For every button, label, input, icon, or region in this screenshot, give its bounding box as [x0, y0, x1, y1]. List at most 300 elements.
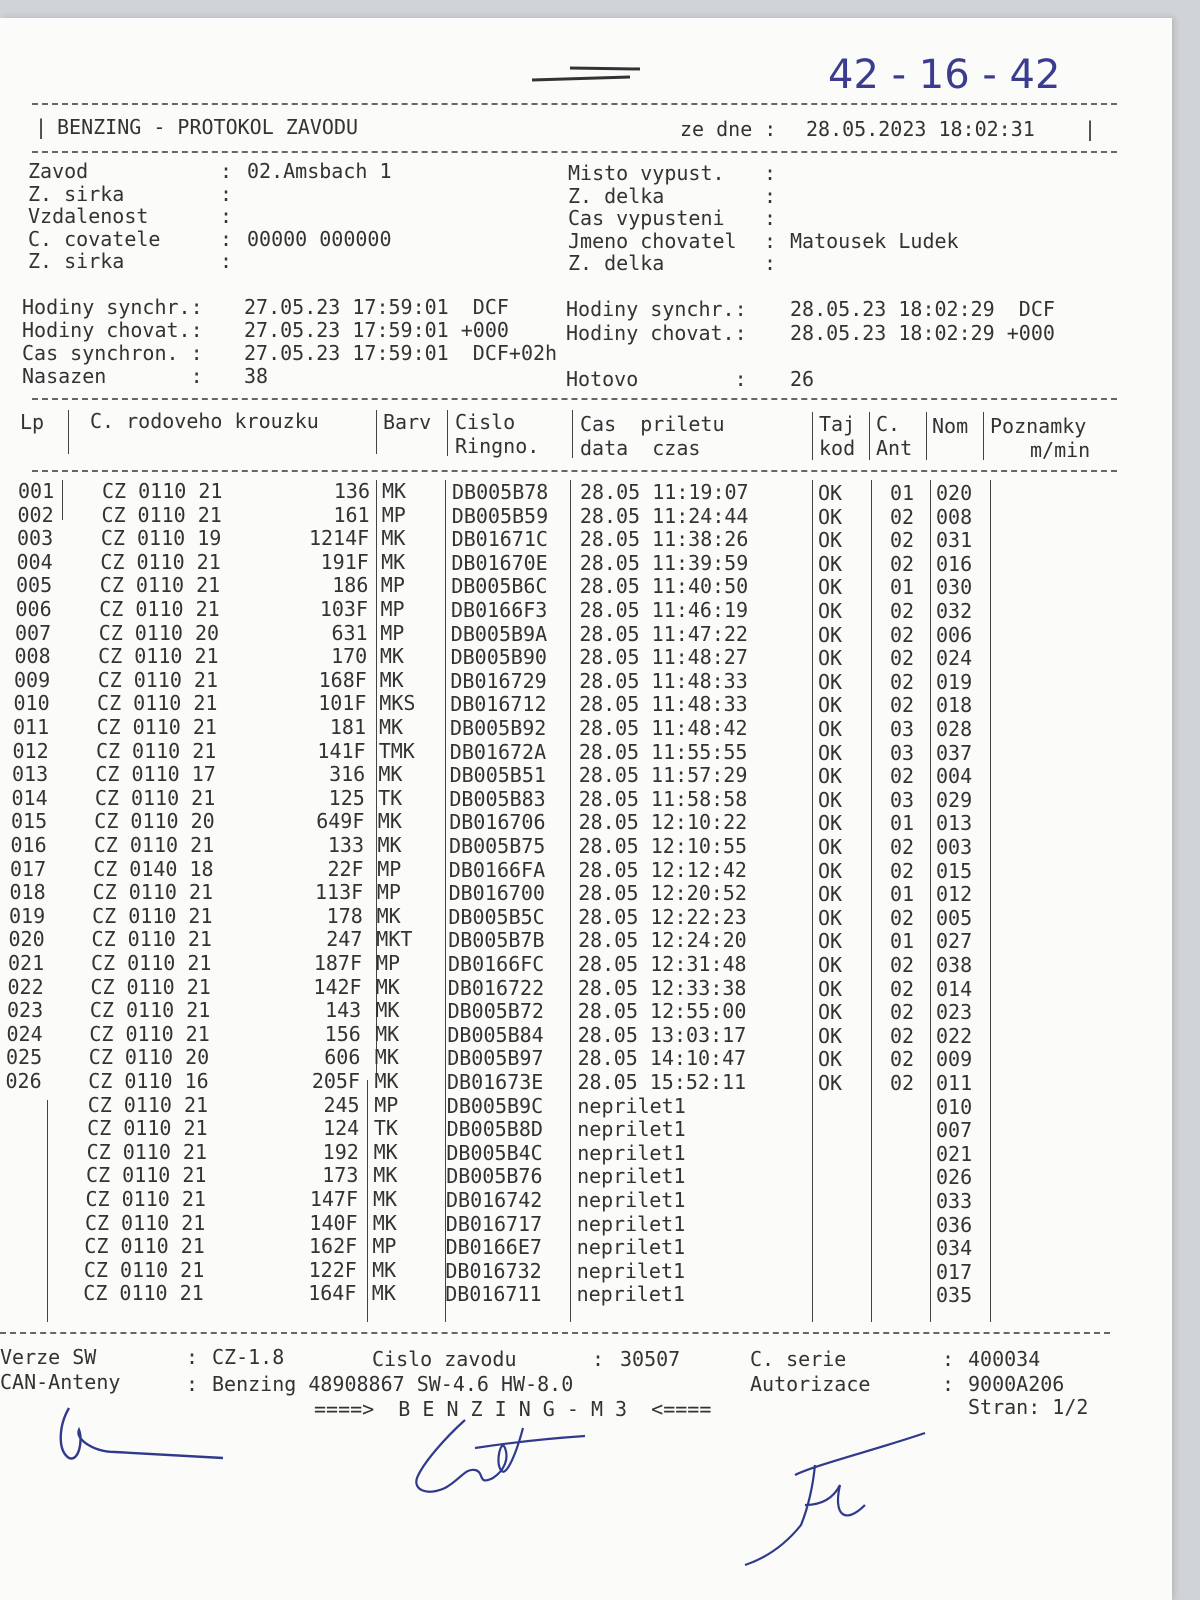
cell-barv: MP [376, 880, 401, 905]
cell-nom: 022 [936, 1023, 973, 1048]
cell-ring-number: 156 [324, 1021, 361, 1046]
cell-ring-number: 147F [309, 1187, 358, 1211]
cell-cislo: DB016711 [445, 1282, 542, 1307]
cell-ant: 02 [890, 1000, 915, 1025]
clock-value: 26 [790, 367, 815, 391]
cell-ring-number: 606 [324, 1045, 361, 1070]
cell-lp: 013 [12, 762, 49, 787]
info-value: 02.Amsbach 1 [247, 159, 392, 183]
cell-barv: MP [376, 951, 401, 975]
cell-ant: 02 [890, 1023, 915, 1048]
cell-ring-number: 140F [309, 1210, 358, 1235]
cell-ring-number: 22F [327, 856, 364, 881]
cell-lp: 015 [11, 809, 48, 834]
cell-nom: 004 [936, 764, 973, 789]
cell-lp: 014 [11, 785, 48, 810]
cell-nom: 015 [936, 858, 973, 883]
footer-auth-value: 9000A206 [968, 1372, 1065, 1396]
cell-cislo: DB005B84 [447, 1022, 544, 1047]
column-rule [62, 480, 63, 520]
cell-ant: 02 [890, 1047, 915, 1072]
cell-nom: 008 [936, 504, 973, 529]
cell-barv: MK [376, 903, 401, 928]
clock-label: Hodiny chovat.: [566, 321, 747, 345]
cell-cas: neprilet1 [576, 1282, 685, 1307]
col-cislo: Cislo [455, 410, 516, 434]
info-label: Z. delka [568, 183, 665, 208]
cell-lp: 017 [10, 856, 47, 881]
cell-lp: 024 [6, 1021, 43, 1046]
cell-barv: MK [375, 974, 400, 999]
cell-barv: MP [377, 856, 402, 881]
cell-taj: OK [818, 976, 843, 1001]
cell-barv: MK [372, 1210, 397, 1235]
cell-cas: 28.05 11:46:19 [579, 598, 749, 622]
cell-cas: neprilet1 [577, 1140, 686, 1165]
cell-lp: 003 [17, 526, 54, 551]
cell-cislo: DB005B83 [449, 786, 546, 811]
cell-cislo: DB016742 [446, 1188, 543, 1212]
cell-cislo: DB005B97 [447, 1046, 544, 1071]
cell-ring-number: 164F [308, 1281, 357, 1306]
cell-cislo: DB005B51 [449, 763, 546, 788]
cell-cislo: DB005B92 [450, 716, 547, 740]
cell-ring: CZ 0110 20 [88, 1045, 210, 1070]
info-label: Z. sirka [28, 181, 125, 206]
cell-ring: CZ 0110 21 [99, 573, 221, 598]
cell-cislo: DB005B76 [446, 1164, 543, 1189]
info-label: Misto vypust. [568, 161, 725, 185]
cell-ring-number: 162F [309, 1234, 358, 1259]
cell-ring-number: 168F [318, 667, 367, 692]
col-data-czas: data czas [580, 436, 701, 460]
cell-taj: OK [818, 646, 843, 671]
cell-ring: CZ 0110 21 [91, 927, 212, 952]
cell-ring: CZ 0110 21 [97, 667, 219, 692]
cell-lp: 025 [6, 1045, 43, 1070]
cell-ring: CZ 0110 21 [97, 691, 218, 716]
cell-taj: OK [818, 882, 843, 907]
cell-ant: 02 [890, 551, 915, 576]
cell-cas: 28.05 11:57:29 [578, 763, 748, 788]
column-rule [68, 410, 69, 454]
cell-cislo: DB016700 [448, 881, 545, 906]
cell-ring: CZ 0140 18 [93, 856, 214, 881]
footer-can-label: CAN-Anteny [0, 1370, 121, 1394]
cell-ring-number: 247 [326, 927, 363, 952]
cell-ant: 02 [890, 599, 915, 623]
cell-nom: 019 [936, 669, 973, 694]
cell-lp: 008 [14, 644, 51, 669]
cell-nom: 005 [936, 905, 973, 930]
cell-ring-number: 173 [322, 1163, 359, 1188]
footer-serie-label: C. serie [750, 1347, 847, 1371]
cell-cislo: DB016729 [450, 668, 547, 693]
cell-cislo: DB005B78 [452, 480, 549, 504]
cell-nom: 023 [936, 1000, 973, 1025]
col-kod: kod [819, 436, 856, 460]
cell-ant: 02 [890, 764, 915, 789]
cell-taj: OK [818, 1023, 843, 1048]
cell-taj: OK [818, 1000, 843, 1025]
clock-label: Hodiny chovat.: [22, 318, 203, 342]
cell-ring: CZ 0110 21 [101, 502, 222, 527]
footer-can-value: Benzing 48908867 SW-4.6 HW-8.0 [212, 1372, 574, 1396]
col-lp: Lp [20, 410, 45, 434]
cell-cislo: DB016706 [449, 810, 546, 835]
cell-taj: OK [818, 953, 843, 977]
info-label: Jmeno chovatel [568, 228, 737, 253]
cell-barv: MK [371, 1281, 396, 1306]
cell-ring: CZ 0110 20 [98, 620, 220, 645]
footer-verze-value: CZ-1.8 [212, 1345, 285, 1369]
column-rule [570, 480, 571, 1322]
cell-cas: 28.05 12:20:52 [578, 881, 747, 906]
cell-ring-number: 245 [323, 1092, 360, 1117]
cell-ant: 02 [890, 669, 915, 694]
cell-ring-number: 316 [329, 762, 366, 787]
cell-lp: 002 [17, 502, 54, 527]
cell-ant: 02 [890, 622, 915, 647]
cell-cas: 28.05 11:55:55 [578, 739, 748, 764]
cell-nom: 027 [936, 929, 973, 954]
cell-cislo: DB005B8D [446, 1117, 543, 1142]
cell-cislo: DB0166F3 [451, 598, 548, 622]
footer-colon: : [942, 1347, 955, 1371]
cell-barv: MP [380, 573, 405, 598]
cell-ring: CZ 0110 21 [89, 998, 211, 1023]
cell-nom: 011 [936, 1071, 973, 1095]
clock-label: Hotovo : [566, 367, 747, 391]
cell-ant: 02 [890, 953, 915, 977]
cell-lp: 020 [8, 927, 45, 952]
cell-ring-number: 205F [311, 1069, 360, 1093]
cell-ring: CZ 0110 21 [84, 1210, 206, 1235]
cell-taj: OK [818, 1047, 843, 1072]
cell-nom: 003 [936, 835, 973, 859]
column-rule [447, 410, 448, 456]
separator [32, 103, 1117, 105]
cell-ring: CZ 0110 21 [93, 833, 215, 857]
cell-lp: 026 [5, 1069, 42, 1093]
cell-cislo: DB016722 [447, 975, 545, 1000]
cell-ring-number: 631 [331, 620, 368, 645]
cell-taj: OK [818, 905, 843, 930]
cell-cas: neprilet1 [577, 1164, 686, 1189]
cell-ring-number: 1214F [308, 526, 370, 551]
cell-nom: 012 [936, 882, 973, 907]
cell-taj: OK [818, 551, 843, 576]
info-value: Matousek Ludek [790, 228, 959, 253]
cell-barv: MK [377, 833, 402, 857]
cell-cislo: DB01672A [449, 739, 547, 764]
signature-2 [405, 1408, 595, 1508]
cell-nom: 036 [936, 1212, 973, 1237]
cell-lp: 023 [7, 998, 44, 1023]
cell-cislo: DB016732 [445, 1258, 542, 1283]
cell-cas: neprilet1 [576, 1258, 686, 1283]
info-label: Z. sirka [28, 249, 125, 273]
cell-ant: 02 [890, 528, 915, 553]
cell-cas: 28.05 11:48:42 [579, 716, 748, 740]
column-rule [930, 480, 931, 1322]
cell-cislo: DB005B4C [446, 1140, 543, 1165]
cell-barv: TMK [378, 738, 415, 763]
cell-ring: CZ 0110 21 [83, 1257, 205, 1282]
column-rule [926, 412, 927, 460]
cell-taj: OK [818, 858, 843, 883]
cell-barv: MKS [379, 691, 416, 716]
cell-taj: OK [818, 717, 843, 741]
cell-cas: 28.05 11:40:50 [579, 574, 749, 599]
cell-cas: 28.05 11:48:33 [579, 692, 748, 717]
col-ringno: Ringno. [455, 434, 540, 458]
cell-barv: MK [374, 1069, 399, 1093]
cell-lp: 010 [13, 691, 50, 716]
cell-ant: 03 [890, 740, 915, 765]
cell-ring-number: 124 [323, 1116, 360, 1141]
column-rule [47, 1100, 48, 1322]
cell-lp: 011 [13, 715, 50, 739]
cell-barv: MK [379, 715, 404, 739]
cell-cas: neprilet1 [577, 1117, 686, 1142]
cell-nom: 018 [936, 693, 973, 718]
cell-lp: 016 [10, 833, 47, 857]
footer-verze-label: Verze SW [0, 1345, 97, 1369]
cell-nom: 013 [936, 811, 973, 836]
cell-lp: 019 [9, 903, 46, 928]
signature-1 [55, 1400, 235, 1470]
clock-label: Nasazen : [22, 364, 203, 388]
cell-barv: MK [378, 762, 403, 787]
handwritten-note: 42 - 16 - 42 [828, 52, 1061, 98]
cell-ring-number: 192 [322, 1139, 359, 1164]
cell-cas: 28.05 11:58:58 [578, 786, 748, 811]
cell-cislo: DB005B7B [448, 928, 545, 953]
footer-cislo-value: 30507 [620, 1347, 681, 1371]
cell-ring: CZ 0110 21 [83, 1281, 204, 1306]
column-rule [572, 410, 573, 458]
cell-cas: 28.05 11:24:44 [579, 503, 749, 528]
cell-lp: 006 [15, 597, 52, 621]
column-rule [812, 412, 813, 460]
clock-value: 27.05.23 17:59:01 DCF+02h [244, 341, 558, 365]
cell-barv: MK [373, 1139, 398, 1164]
cell-cislo: DB005B5C [448, 904, 545, 929]
cell-taj: OK [818, 599, 843, 623]
cell-nom: 021 [936, 1141, 973, 1166]
cell-cas: 28.05 12:10:22 [578, 810, 748, 835]
cell-barv: TK [373, 1116, 398, 1141]
header-bar-right: | [1084, 117, 1097, 141]
cell-ring: CZ 0110 21 [91, 951, 212, 975]
info-colon: : [764, 161, 777, 185]
clock-value: 38 [244, 364, 269, 388]
cell-nom: 031 [936, 528, 973, 553]
cell-taj: OK [818, 693, 843, 718]
cell-lp: 021 [8, 951, 45, 975]
col-barv: Barv [383, 410, 432, 434]
cell-ring: CZ 0110 21 [89, 1021, 210, 1046]
info-colon: : [220, 249, 233, 273]
cell-ant: 01 [890, 811, 915, 836]
cell-ring: CZ 0110 21 [86, 1163, 207, 1188]
cell-ring: CZ 0110 21 [94, 785, 216, 810]
cell-nom: 030 [936, 575, 973, 600]
cell-cas: 28.05 12:12:42 [578, 857, 747, 882]
cell-ring-number: 143 [325, 998, 362, 1023]
cell-nom: 038 [936, 953, 973, 977]
cell-nom: 026 [936, 1165, 973, 1190]
separator [32, 151, 1117, 153]
separator [32, 470, 1117, 472]
info-label: Zavod [28, 159, 89, 183]
cell-ant: 01 [890, 481, 915, 505]
cell-ring: CZ 0110 21 [95, 738, 217, 763]
cell-ring-number: 125 [328, 785, 365, 810]
cell-cislo: DB0166FC [448, 952, 545, 976]
cell-ant: 01 [890, 575, 915, 600]
column-rule [983, 412, 984, 460]
cell-cas: 28.05 13:03:17 [577, 1022, 747, 1047]
cell-ant: 03 [890, 787, 915, 812]
cell-taj: OK [818, 575, 843, 600]
cell-nom: 037 [936, 740, 973, 765]
cell-ring: CZ 0110 21 [102, 479, 223, 503]
cell-ring: CZ 0110 21 [92, 880, 214, 905]
cell-ant: 03 [890, 717, 915, 741]
column-rule [376, 410, 377, 454]
cell-cas: 28.05 11:48:27 [579, 645, 748, 670]
cell-cislo: DB016717 [445, 1211, 543, 1236]
cell-cas: 28.05 12:33:38 [577, 975, 747, 1000]
separator [0, 1332, 1110, 1334]
printed-mark [530, 62, 650, 86]
cell-nom: 016 [936, 551, 973, 576]
date-value: 28.05.2023 18:02:31 [806, 117, 1035, 141]
cell-ring: CZ 0110 21 [92, 903, 213, 928]
clock-label: Hodiny synchr.: [566, 297, 747, 321]
cell-cas: neprilet1 [576, 1235, 686, 1260]
cell-barv: MP [374, 1092, 399, 1117]
footer-colon: : [592, 1347, 605, 1371]
cell-ant: 02 [890, 1071, 915, 1095]
cell-ring: CZ 0110 16 [88, 1069, 209, 1093]
cell-cislo: DB005B6C [451, 574, 548, 599]
info-colon: : [764, 228, 777, 253]
cell-taj: OK [818, 622, 843, 647]
cell-cas: 28.05 11:39:59 [579, 550, 749, 575]
cell-ring-number: 101F [318, 691, 367, 716]
cell-barv: MK [373, 1163, 398, 1188]
clock-value: 27.05.23 17:59:01 DCF [244, 295, 509, 319]
cell-ring: CZ 0110 21 [85, 1187, 206, 1211]
cell-barv: MK [379, 644, 404, 669]
info-colon: : [764, 183, 777, 208]
cell-ring-number: 136 [333, 479, 370, 503]
cell-barv: MP [372, 1234, 397, 1259]
cell-ring-number: 170 [331, 644, 368, 669]
page-title: BENZING - PROTOKOL ZAVODU [57, 115, 359, 139]
col-poznamky: Poznamky [990, 414, 1087, 438]
cell-taj: OK [818, 481, 843, 505]
cell-nom: 024 [936, 646, 973, 671]
info-colon: : [220, 181, 233, 206]
cell-ring: CZ 0110 21 [100, 549, 221, 574]
cell-nom: 006 [936, 622, 973, 647]
cell-taj: OK [818, 764, 843, 789]
cell-ant: 02 [890, 858, 915, 883]
cell-taj: OK [818, 835, 843, 859]
cell-barv: MK [373, 1187, 398, 1211]
cell-nom: 029 [936, 787, 973, 812]
cell-cas: 28.05 12:24:20 [578, 928, 747, 953]
cell-cislo: DB0166FA [448, 857, 546, 882]
cell-cislo: DB016712 [450, 692, 547, 717]
info-label: Vzdalenost [28, 204, 149, 228]
footer-colon: : [186, 1345, 199, 1369]
cell-cislo: DB005B75 [449, 834, 546, 858]
cell-ring: CZ 0110 21 [84, 1234, 205, 1259]
cell-nom: 014 [936, 976, 973, 1001]
cell-cas: neprilet1 [577, 1093, 686, 1118]
cell-lp: 009 [14, 667, 51, 692]
cell-ant: 02 [890, 504, 915, 529]
cell-barv: MK [381, 526, 406, 551]
cell-taj: OK [818, 528, 843, 553]
cell-ant: 02 [890, 976, 915, 1001]
cell-cas: 28.05 11:38:26 [579, 527, 749, 552]
cell-taj: OK [818, 929, 843, 954]
cell-taj: OK [818, 787, 843, 812]
clock-value: 28.05.23 18:02:29 DCF [790, 297, 1055, 321]
cell-cislo: DB01670E [451, 550, 548, 575]
cell-ring-number: 122F [308, 1257, 357, 1282]
col-c: C. [876, 412, 901, 436]
info-colon: : [220, 159, 233, 183]
cell-nom: 007 [936, 1118, 973, 1143]
cell-ring: CZ 0110 21 [99, 597, 220, 621]
cell-taj: OK [818, 669, 843, 694]
cell-ant: 02 [890, 905, 915, 930]
footer-banner: ====> B E N Z I N G - M 3 <==== [314, 1397, 712, 1421]
cell-ant: 02 [890, 693, 915, 718]
col-m-min: m/min [1030, 438, 1091, 462]
cell-barv: MP [380, 620, 405, 645]
clock-label: Cas synchron. : [22, 341, 203, 365]
signature-3 [715, 1425, 945, 1575]
cell-barv: TK [378, 785, 403, 810]
clock-label: Hodiny synchr.: [22, 295, 203, 319]
footer-page: Stran: 1/2 [968, 1395, 1089, 1419]
cell-lp: 018 [9, 880, 46, 905]
cell-lp: 001 [18, 479, 55, 503]
cell-nom: 033 [936, 1189, 973, 1213]
cell-ring: CZ 0110 21 [90, 974, 211, 999]
cell-ring-number: 649F [316, 809, 365, 834]
cell-ring-number: 142F [313, 974, 362, 999]
cell-nom: 020 [936, 481, 973, 505]
column-rule [367, 1080, 368, 1322]
footer-auth-label: Autorizace [750, 1372, 871, 1396]
cell-barv: MKT [376, 927, 413, 952]
cell-cislo: DB005B9C [446, 1093, 544, 1118]
cell-cislo: DB01671C [451, 527, 548, 552]
cell-cas: 28.05 12:10:55 [578, 834, 748, 858]
cell-nom: 032 [936, 599, 973, 623]
cell-nom: 017 [936, 1259, 973, 1284]
cell-cas: neprilet1 [576, 1211, 686, 1236]
